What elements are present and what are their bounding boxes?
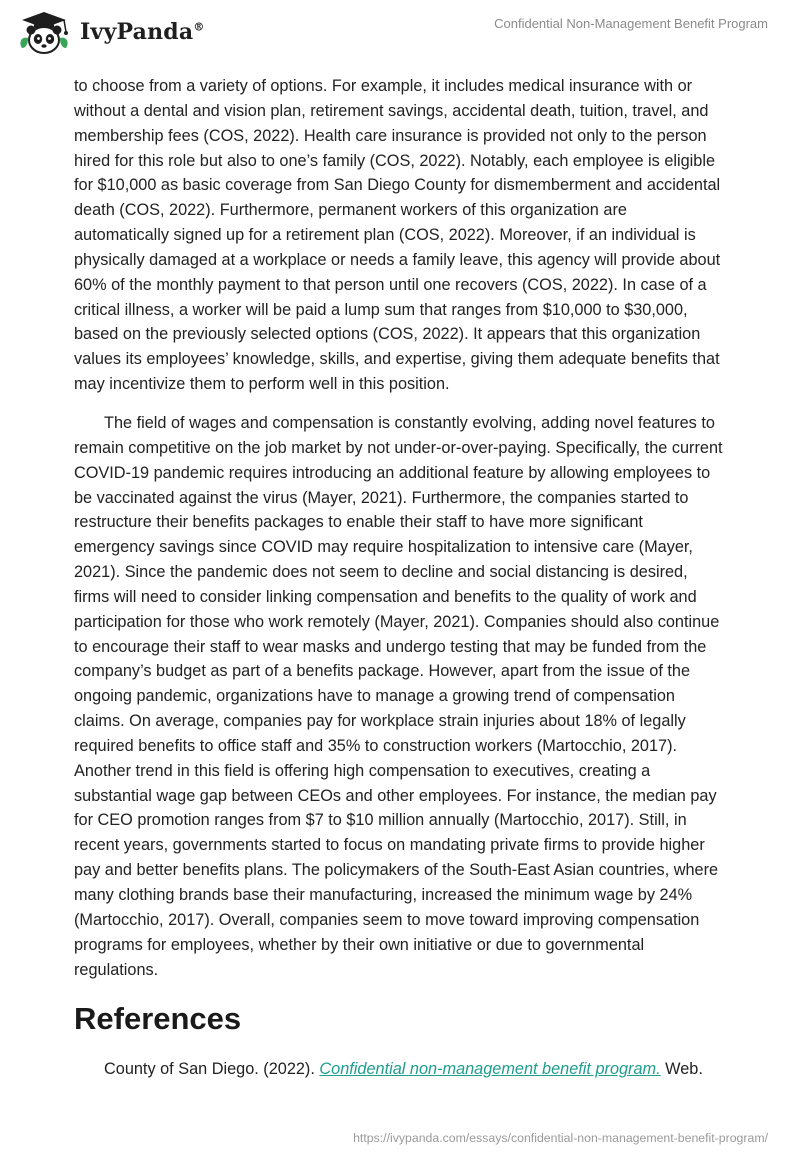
reference-prefix: County of San Diego. (2022). [104,1060,320,1079]
references-heading: References [74,1001,242,1037]
brand-name: IvyPanda® [80,19,205,45]
reference-entry [104,1057,726,1081]
body-paragraph-2: The field of wages and compensation is constantly evolving, adding novel features to remain competitive on the job market by not under-or-over-paying. Specifically, the current COVID-19 pandemic requires introducing an additional feature by allowing employees to be vaccinated against the virus (Mayer, 2021). Furthermore, the companies started to restructure their benefits packages to enable their staff to have more significant emergency savings since COVID may require hospitalization to intensive care (Mayer, 2021). Since the pandemic does not seem to decline and social distancing is desired, firms will need to consider linking compensation and benefits to the quality of work and participation for those who work remotely (Mayer, 2021). Companies should also continue to encourage their staff to wear masks and undergo testing that may be funded from the company’s budget as part of a benefits package. However, apart from the issue of the ongoing pandemic, organizations have to manage a growing trend of compensation claims. On average, companies pay for workplace strain injuries about 18% of legally required benefits to office staff and 35% to construction workers (Martocchio, 2017). Another trend in this field is offering high compensation to executives, creating a substantial wage gap between CEOs and other employees. For instance, the median pay for CEO promotion ranges from $7 to $10 million annually (Martocchio, 2017). Still, in recent years, governments started to focus on mandating private firms to provide higher pay and better benefits plans. The policymakers of the South-East Asian countries, where many clothing brands base their manufacturing, increased the minimum wage by 24% (Martocchio, 2017). Overall, companies seem to move toward improving compensation programs for employees, whether by their own initiative or due to governmental regulations. [74,413,723,979]
source-url[interactable]: https://ivypanda.com/essays/confidential-non-management-benefit-program/ [353,1131,768,1145]
page-header [0,0,800,60]
reference-link[interactable]: Confidential non-management benefit program. [319,1060,661,1079]
essay-body [74,74,726,1081]
reference-suffix: Web. [660,1060,703,1079]
document-title: Confidential Non-Management Benefit Program [494,16,768,31]
body-paragraph-1: to choose from a variety of options. For example, it includes medical insurance with or without a dental and vision plan, retirement savings, accidental death, tuition, travel, and membership fees (COS, 2022). Health care insurance is provided not only to the person hired for this role but also to one’s family (COS, 2022). Notably, each employee is eligible for $10,000 as basic coverage from San Diego County for dismemberment and accidental death (COS, 2022). Furthermore, permanent workers of this organization are automatically signed up for a retirement plan (COS, 2022). Moreover, if an individual is physically damaged at a workplace or needs a family leave, this agency will provide about 60% of the monthly payment to that person until one recovers (COS, 2022). In case of a critical illness, a worker will be paid a lump sum that ranges from $10,000 to $30,000, based on the previously selected options (COS, 2022). It appears that this organization values its employees’ knowledge, skills, and expertise, giving them adequate benefits that may incentivize them to perform well in this position. [74,77,721,394]
panda-graduate-icon [16,8,72,56]
brand-logo[interactable] [16,8,205,56]
